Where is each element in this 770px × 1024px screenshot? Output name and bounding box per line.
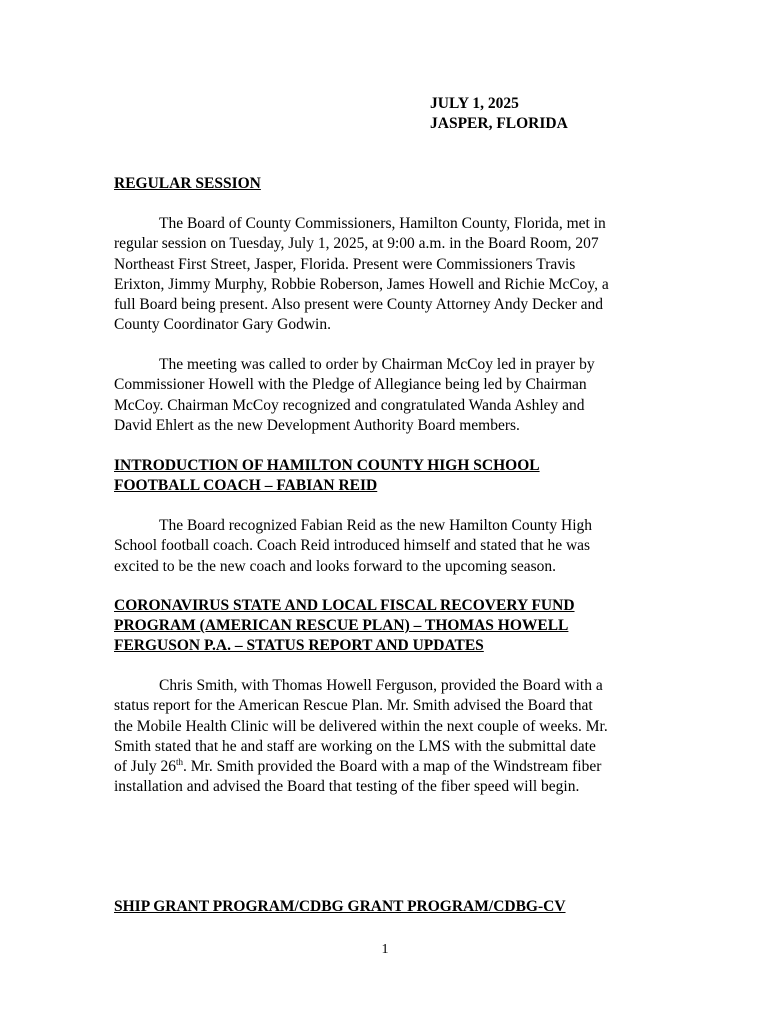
section-heading-rescue-plan: CORONAVIRUS STATE AND LOCAL FISCAL RECOVERY FUND PROGRAM (AMERICAN RESCUE PLAN) – THOMAS HOWELL FERGUSON P.A. – STATUS REPORT AND UPDATES xyxy=(114,597,575,654)
meeting-date: JULY 1, 2025 xyxy=(430,95,519,112)
paragraph-rescue-plan-status xyxy=(114,676,684,798)
rescue-plan-text-part-2: . Mr. Smith provided the Board with a map of the Windstream fiber installation and advised the Board that testing of the fiber speed will begin. xyxy=(114,758,602,796)
meeting-location: JASPER, FLORIDA xyxy=(430,115,568,132)
rescue-plan-text-part-1: Chris Smith, with Thomas Howell Ferguson, provided the Board with a status report for the American Rescue Plan. Mr. Smith advised the Board that the Mobile Health Clinic will be delivered within the next couple of weeks. Mr. Smith stated that he and staff are working on the LMS with the submittal date of July 26 xyxy=(114,677,608,776)
paragraph-session-attendance: The Board of County Commissioners, Hamilton County, Florida, met in regular session on Tuesday, July 1, 2025, at 9:00 a.m. in the Board Room, 207 Northeast First Street, Jasper, Florida. Present were Commissioners Travis Erixton, Jimmy Murphy, Robbie Roberson, James Howell and Richie McCoy, a full Board being present. Also present were County Attorney Andy Decker and County Coordinator Gary Godwin. xyxy=(114,215,609,334)
section-heading-regular-session: REGULAR SESSION xyxy=(114,175,261,192)
page-number: 1 xyxy=(381,942,389,957)
paragraph-football-coach: The Board recognized Fabian Reid as the new Hamilton County High School football coach. Coach Reid introduced himself and stated that he was excited to be the new coach and looks forward to the upcoming season. xyxy=(114,517,593,575)
section-heading-football-coach: INTRODUCTION OF HAMILTON COUNTY HIGH SCHOOL FOOTBALL COACH – FABIAN REID xyxy=(114,457,540,494)
ordinal-suffix: th xyxy=(176,757,184,768)
dateline xyxy=(430,94,568,134)
paragraph-call-to-order: The meeting was called to order by Chairman McCoy led in prayer by Commissioner Howell with the Pledge of Allegiance being led by Chairman McCoy. Chairman McCoy recognized and congratulated Wanda Ashley and David Ehlert as the new Development Authority Board members. xyxy=(114,356,595,434)
section-heading-ship-grant: SHIP GRANT PROGRAM/CDBG GRANT PROGRAM/CDBG-CV xyxy=(114,898,566,915)
